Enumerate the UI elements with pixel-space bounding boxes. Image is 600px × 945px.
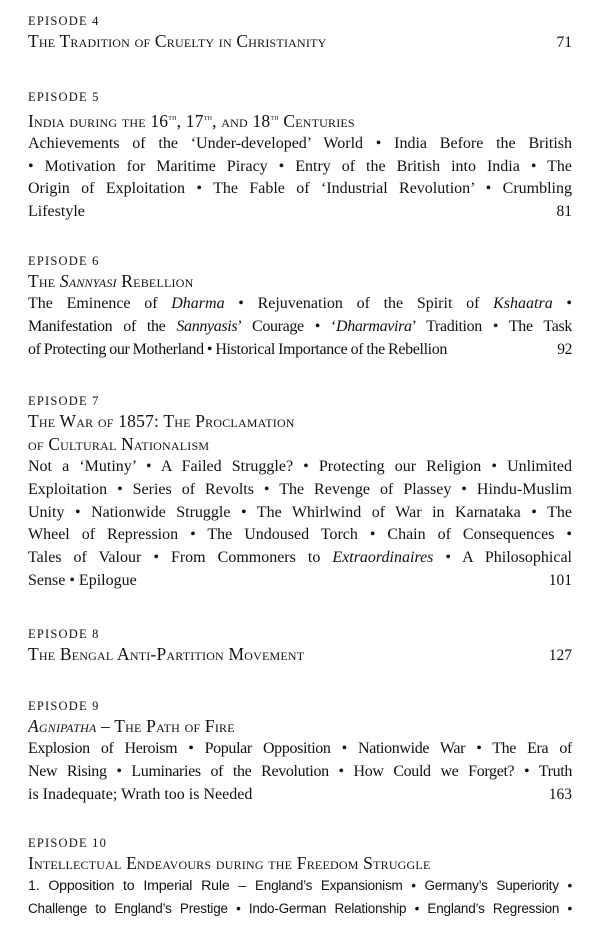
episode-label: EPISODE 9: [28, 699, 100, 713]
episode-7: [28, 392, 572, 593]
episode-title-row: [28, 30, 572, 53]
episode-10: [28, 834, 572, 921]
page-number: 71: [556, 34, 572, 51]
page-number: 101: [548, 571, 572, 589]
episode-description: Not a ‘Mutiny’ • A Failed Struggle? • Protecting our Religion • Unlimited Exploitation • Series of Revolts • The Revenge of Plassey • Hindu-Muslim Unity • Nationwide Struggle • The Whirlwind of War in Karnataka • The Wheel of Repression • The Undoused Torch • Chain of Consequences • Tales of Valour • From Commoners to Extraordinaires • A Philosophical Sense • Epilogue 101: [28, 456, 572, 593]
page-number: 81: [556, 203, 572, 221]
episode-description: Explosion of Heroism • Popular Opposition • Nationwide War • The Era of New Rising • Luminaries of the Revolution • How Could we Forget? • Truth is Inadequate; Wrath too is Needed 163: [28, 738, 572, 806]
episode-5: [28, 88, 572, 224]
episode-label: EPISODE 10: [28, 836, 108, 850]
episode-6: [28, 252, 572, 361]
episode-9: [28, 697, 572, 806]
episode-description: Achievements of the ‘Under-developed’ World • India Before the British • Motivation for Maritime Piracy • Entry of the British into India • The Origin of Exploitation • The Fable of ‘Industrial Revolution’ • Crumbling Lifestyle 81: [28, 133, 572, 224]
episode-title: Intellectual Endeavours during the Freedom Struggle: [28, 853, 431, 873]
episode-label: EPISODE 4: [28, 14, 100, 28]
episode-8: [28, 625, 572, 666]
page-number: 163: [548, 785, 572, 803]
episode-title: India during the 16th, 17th, and 18th Centuries: [28, 110, 355, 131]
episode-title: The Sannyasi Rebellion: [28, 271, 194, 291]
episode-label: EPISODE 6: [28, 254, 100, 268]
episode-title-row: [28, 643, 572, 666]
episode-description: The Eminence of Dharma • Rejuvenation of the Spirit of Kshaatra • Manifestation of the Sannyasis’ Courage • ‘Dharmavira’ Tradition • The Task of Protecting our Motherland • Historical Importance of the Rebellion 92: [28, 293, 572, 361]
episode-title-continued: of Cultural Nationalism: [28, 434, 210, 454]
episode-description: 1. Opposition to Imperial Rule – England’s Expansionism • Germany’s Superiority • Challenge to England’s Prestige • Indo-German Relationship • England’s Regression •: [28, 878, 572, 916]
page-number: 92: [557, 340, 572, 358]
episode-label: EPISODE 8: [28, 627, 100, 641]
episode-title: The War of 1857: The Proclamation: [28, 411, 295, 431]
episode-label: EPISODE 5: [28, 90, 100, 104]
episode-4: [28, 12, 572, 53]
episode-title: The Tradition of Cruelty in Christianity: [28, 31, 327, 51]
episode-title: Agnipatha – The Path of Fire: [28, 716, 235, 736]
episode-title: The Bengal Anti-Partition Movement: [28, 644, 305, 664]
page-number: 127: [548, 647, 572, 664]
episode-label: EPISODE 7: [28, 394, 100, 408]
